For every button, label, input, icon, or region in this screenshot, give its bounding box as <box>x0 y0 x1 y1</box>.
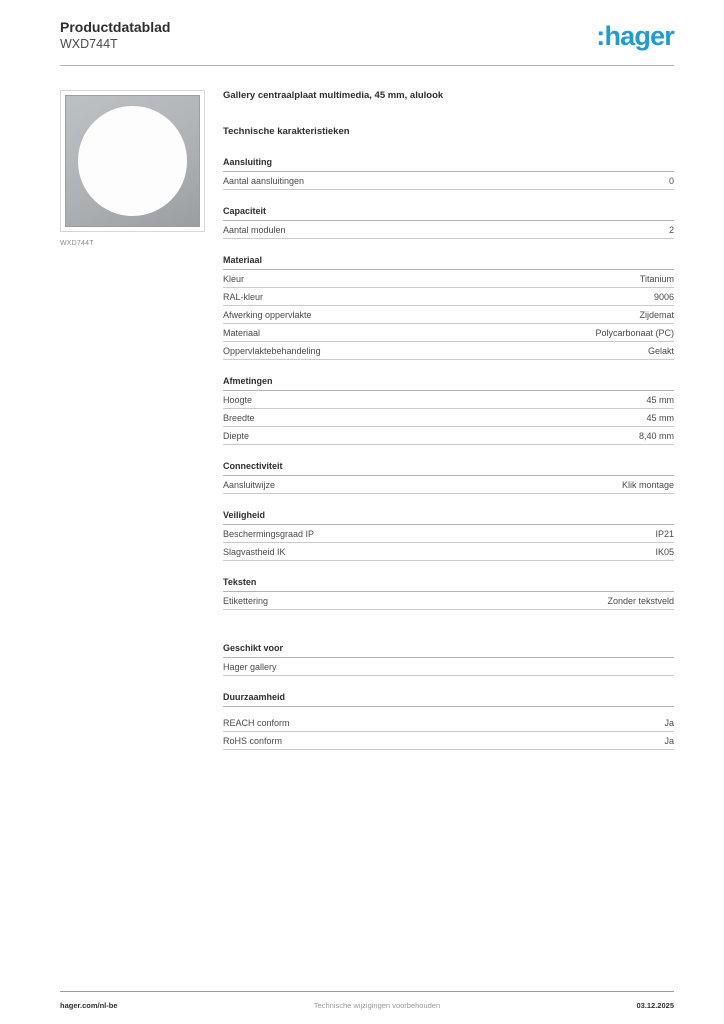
spec-row <box>223 324 674 342</box>
spec-label: Afwerking oppervlakte <box>223 310 312 320</box>
spec-row <box>223 525 674 543</box>
spec-section-rows <box>223 476 674 494</box>
spec-section-title: Veiligheid <box>223 510 674 525</box>
spec-column <box>223 90 674 750</box>
spec-value: Ja <box>664 736 674 746</box>
spec-row <box>223 172 674 190</box>
spec-section-title: Geschikt voor <box>223 643 674 658</box>
spec-section <box>223 157 674 190</box>
spec-label: Aantal aansluitingen <box>223 176 305 186</box>
spec-value: Titanium <box>639 274 674 284</box>
spec-row <box>223 391 674 409</box>
spec-label: Aantal modulen <box>223 225 286 235</box>
spec-row <box>223 221 674 239</box>
spec-section-title: Materiaal <box>223 255 674 270</box>
spec-row <box>223 714 674 732</box>
spec-section <box>223 643 674 676</box>
spec-section-rows <box>223 592 674 610</box>
spec-value: 0 <box>668 176 674 186</box>
spec-row <box>223 306 674 324</box>
spec-section-title: Duurzaamheid <box>223 692 674 707</box>
document-type: Productdatablad <box>60 19 171 35</box>
spec-row <box>223 427 674 445</box>
spec-section-rows <box>223 658 674 676</box>
footer-date: 03.12.2025 <box>636 1001 674 1010</box>
spec-section-title: Aansluiting <box>223 157 674 172</box>
spec-value: Gelakt <box>647 346 674 356</box>
spec-section-rows <box>223 270 674 360</box>
spec-value: 8,40 mm <box>638 431 674 441</box>
spec-row <box>223 342 674 360</box>
spec-section-title: Afmetingen <box>223 376 674 391</box>
main-content <box>60 90 674 750</box>
spec-value: 45 mm <box>646 395 674 405</box>
spec-value: Polycarbonaat (PC) <box>595 328 674 338</box>
spec-label: REACH conform <box>223 718 290 728</box>
spec-section <box>223 255 674 360</box>
spec-value: Zijdemat <box>639 310 674 320</box>
spec-label: Aansluitwijze <box>223 480 276 490</box>
spec-label: Beschermingsgraad IP <box>223 529 315 539</box>
spec-row <box>223 543 674 561</box>
product-title: Gallery centraalplaat multimedia, 45 mm, alulook <box>223 90 444 101</box>
spec-row <box>223 592 674 610</box>
spec-row <box>223 476 674 494</box>
spec-value: IP21 <box>655 529 674 539</box>
spec-value: 9006 <box>653 292 674 302</box>
product-image <box>60 90 205 232</box>
spec-row <box>223 409 674 427</box>
spec-label: RAL-kleur <box>223 292 264 302</box>
footer-disclaimer: Technische wijzigingen voorbehouden <box>313 1001 441 1010</box>
spec-label: Diepte <box>223 431 250 441</box>
spec-section <box>223 692 674 750</box>
spec-label: Oppervlaktebehandeling <box>223 346 321 356</box>
spec-section-rows <box>223 525 674 561</box>
spec-row <box>223 732 674 750</box>
spec-section-rows <box>223 391 674 445</box>
product-plate-graphic <box>65 95 200 227</box>
plate-circle-cutout <box>78 106 187 215</box>
spec-value: Klik montage <box>621 480 674 490</box>
spec-section <box>223 461 674 494</box>
spec-label: Hager gallery <box>223 662 277 672</box>
spec-section-rows <box>223 707 674 750</box>
page-footer <box>60 991 674 1010</box>
spec-value: 45 mm <box>646 413 674 423</box>
spec-label: RoHS conform <box>223 736 283 746</box>
spec-section <box>223 510 674 561</box>
spec-section <box>223 376 674 445</box>
spec-row <box>223 658 674 676</box>
product-code: WXD744T <box>60 37 118 52</box>
header-divider <box>60 65 674 66</box>
header-title-block <box>60 18 170 53</box>
spec-value: Ja <box>664 718 674 728</box>
spec-section <box>223 206 674 239</box>
spec-value: IK05 <box>655 547 674 557</box>
spec-section-title: Connectiviteit <box>223 461 674 476</box>
page-header <box>60 18 674 66</box>
spec-label: Kleur <box>223 274 245 284</box>
spec-label: Slagvastheid IK <box>223 547 286 557</box>
spec-value: Zonder tekstveld <box>607 596 674 606</box>
footer-divider <box>60 991 674 992</box>
spec-section-rows <box>223 172 674 190</box>
spec-sections <box>223 157 674 750</box>
spec-section <box>223 577 674 610</box>
spec-label: Breedte <box>223 413 255 423</box>
spec-section-rows <box>223 221 674 239</box>
hager-logo: :hager <box>596 21 674 51</box>
spec-label: Etikettering <box>223 596 269 606</box>
spec-value: 2 <box>668 225 674 235</box>
image-caption: WXD744T <box>60 240 94 247</box>
spec-row <box>223 288 674 306</box>
spec-section-title: Capaciteit <box>223 206 674 221</box>
spec-label: Hoogte <box>223 395 253 405</box>
spec-label: Materiaal <box>223 328 261 338</box>
product-image-column <box>60 90 205 247</box>
tech-characteristics-heading: Technische karakteristieken <box>223 126 350 137</box>
footer-website: hager.com/nl-be <box>60 1001 118 1010</box>
spec-section-title: Teksten <box>223 577 674 592</box>
spec-row <box>223 270 674 288</box>
